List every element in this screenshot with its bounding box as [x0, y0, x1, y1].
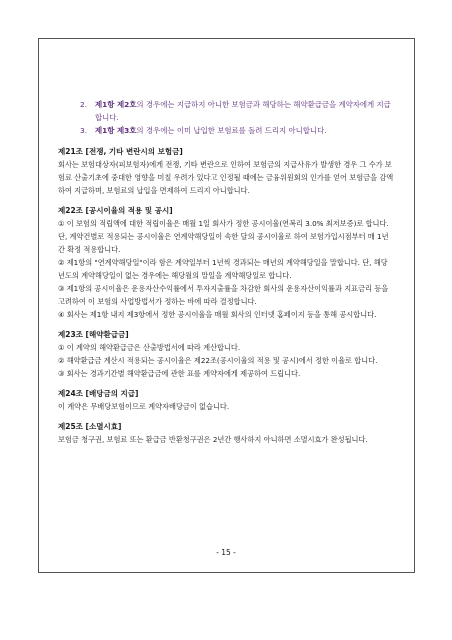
- intro-item-text: 의 경우에는 지급하지 아니한 보험금과 해당하는 해약환급금을 계약자에게 지급합니다.: [95, 100, 391, 122]
- page-number: - 15 -: [216, 548, 236, 557]
- article-22: [58, 204, 394, 321]
- article-title: 제23조 [해약환급금]: [58, 330, 129, 339]
- intro-item-text: 의 경우에는 이미 납입한 보험료를 돌려 드리지 아니합니다.: [136, 126, 327, 135]
- article-paragraph: ① 이 보험의 적립액에 대한 적립이율은 매월 1일 회사가 정한 공시이율(연복리 3.0% 최저보증)로 합니다. 단, 계약건별로 적용되는 공시이율은 연계약해당일이 속한 달의 공시이율로 하여 보험가입시점부터 매 1년간 확정 적용합니다.: [58, 219, 389, 254]
- article-title: 제25조 [소멸시효]: [58, 422, 122, 431]
- article-21: [58, 145, 394, 197]
- document-body: [58, 98, 394, 446]
- intro-item-3: [80, 124, 394, 137]
- article-23: [58, 328, 394, 380]
- article-title: 제22조 [공시이율의 적용 및 공시]: [58, 206, 173, 215]
- article-paragraph: 보험금 청구권, 보험료 또는 환급금 반환청구권은 2년간 행사하지 아니하면 소멸시효가 완성됩니다.: [58, 435, 368, 444]
- article-paragraph: ② 해약환급금 계산시 적용되는 공시이율은 제22조(공시이율의 적용 및 공시)에서 정한 이율로 합니다.: [58, 356, 378, 365]
- intro-item-label: 제1항 제3호: [95, 126, 137, 135]
- article-25: [58, 420, 394, 446]
- intro-item-number: 3.: [80, 126, 88, 135]
- article-paragraph: ③ 제1항의 공시이율은 운용자산수익률에서 투자지출률을 차감한 회사의 운용자산이익률과 지표금리 등을 고려하여 이 보험의 사업방법서가 정하는 바에 따라 결정합니다.: [58, 284, 389, 306]
- article-paragraph: ④ 회사는 제1항 내지 제3항에서 정한 공시이율을 매월 회사의 인터넷 홈페이지 등을 통해 공시합니다.: [58, 310, 377, 319]
- article-paragraph: 이 계약은 무배당보험이므로 계약자배당금이 없습니다.: [58, 402, 230, 411]
- article-paragraph: 회사는 보험대상자(피보험자)에게 전쟁, 기타 변란으로 인하여 보험금의 지급사유가 발생한 경우 그 수가 보험료 산출기초에 중대한 영향을 미칠 우려가 있다고 인정될 때에는 금융위원회의 인가를 얻어 보험금을 감액하여 지급하며, 보험료의 납입을 면제하여 드리지 아니합니다.: [58, 160, 394, 195]
- article-paragraph: ③ 회사는 경과기간별 해약환급금에 관한 표를 계약자에게 제공하여 드립니다.: [58, 369, 301, 378]
- intro-item-number: 2.: [80, 100, 88, 109]
- article-paragraph: ① 이 계약의 해약환급금은 산출방법서에 따라 계산합니다.: [58, 343, 241, 352]
- article-title: 제21조 [전쟁, 기타 변란시의 보험금]: [58, 147, 183, 156]
- article-24: [58, 387, 394, 413]
- intro-item-2: [80, 98, 394, 124]
- article-paragraph: ② 제1항의 "연계약해당일"이라 함은 계약일부터 1년씩 경과되는 매년의 계약해당일을 말합니다. 단, 해당 년도의 계약해당일이 없는 경우에는 해당월의 말일을 계약해당일로 합니다.: [58, 258, 388, 280]
- article-title: 제24조 [배당금의 지급]: [58, 389, 139, 398]
- intro-item-label: 제1항 제2호: [95, 100, 137, 109]
